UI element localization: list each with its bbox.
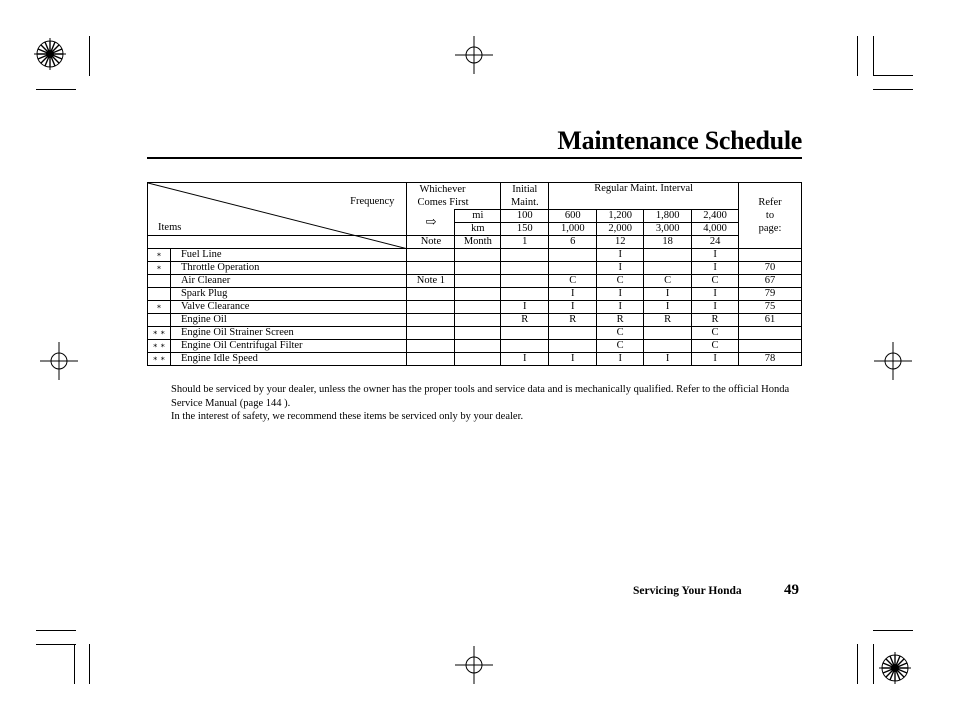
mi-value: 600 xyxy=(549,210,597,223)
row-interval-value xyxy=(501,288,549,301)
table-row xyxy=(148,353,802,366)
row-item: Throttle Operation xyxy=(170,262,406,275)
row-mark: ∗ xyxy=(148,262,171,275)
row-item: Engine Oil Strainer Screen xyxy=(170,327,406,340)
row-interval-value xyxy=(644,262,692,275)
registration-sunburst-icon xyxy=(879,652,911,684)
row-interval-value xyxy=(644,340,692,353)
row-interval-value: C xyxy=(692,275,739,288)
row-interval-value xyxy=(549,249,597,262)
section-name: Servicing Your Honda xyxy=(633,585,742,597)
row-interval-value xyxy=(549,327,597,340)
row-mark: ∗ xyxy=(148,301,171,314)
table-row xyxy=(148,249,802,262)
row-item: Engine Idle Speed xyxy=(170,353,406,366)
row-month xyxy=(455,353,501,366)
month-value: 6 xyxy=(549,236,597,249)
km-value: 1,000 xyxy=(549,223,597,236)
row-interval-value xyxy=(644,327,692,340)
row-interval-value: C xyxy=(692,340,739,353)
registration-crosshair-icon xyxy=(40,342,78,380)
note-label: Note xyxy=(407,236,455,249)
month-value: 24 xyxy=(692,236,739,249)
row-interval-value: C xyxy=(549,275,597,288)
row-interval-value: I xyxy=(597,249,644,262)
km-value: 4,000 xyxy=(692,223,739,236)
row-note xyxy=(407,340,455,353)
row-mark xyxy=(148,314,171,327)
initial-maint-header: Initial Maint. xyxy=(501,183,549,210)
row-interval-value: I xyxy=(692,262,739,275)
row-reference-page xyxy=(739,340,802,353)
table-row xyxy=(148,314,802,327)
row-reference-page: 67 xyxy=(739,275,802,288)
row-note xyxy=(407,262,455,275)
km-label: km xyxy=(455,223,501,236)
footnote-dealer-service: Should be serviced by your dealer, unless the owner has the proper tools and service data and is mechanically qualified. Refer to the official Honda Service Manual (page 144 ). xyxy=(171,384,790,409)
row-month xyxy=(455,327,501,340)
row-mark: ∗ ∗ xyxy=(148,340,171,353)
table-row xyxy=(148,262,802,275)
row-note xyxy=(407,249,455,262)
row-interval-value: C xyxy=(692,327,739,340)
row-interval-value: I xyxy=(692,288,739,301)
frequency-label: Frequency xyxy=(350,196,395,207)
row-reference-page xyxy=(739,327,802,340)
row-interval-value xyxy=(501,275,549,288)
row-interval-value: I xyxy=(501,353,549,366)
footnote-safety: In the interest of safety, we recommend these items be serviced only by your dealer. xyxy=(171,411,524,422)
row-interval-value: R xyxy=(692,314,739,327)
month-value: 12 xyxy=(597,236,644,249)
row-interval-value: R xyxy=(549,314,597,327)
row-interval-value: I xyxy=(597,288,644,301)
km-value: 2,000 xyxy=(597,223,644,236)
schedule-rows xyxy=(148,249,802,366)
row-interval-value xyxy=(501,327,549,340)
row-item: Engine Oil xyxy=(170,314,406,327)
row-mark: ∗ xyxy=(148,249,171,262)
row-mark xyxy=(148,275,171,288)
diagonal-divider xyxy=(148,183,408,249)
row-interval-value: I xyxy=(549,301,597,314)
mi-label: mi xyxy=(455,210,501,223)
refer-to-page-header: Refer to page: xyxy=(739,183,802,249)
row-month xyxy=(455,301,501,314)
row-interval-value: I xyxy=(549,288,597,301)
footnotes xyxy=(171,383,803,424)
row-interval-value xyxy=(501,249,549,262)
row-item: Air Cleaner xyxy=(170,275,406,288)
row-interval-value: C xyxy=(597,275,644,288)
row-interval-value: R xyxy=(644,314,692,327)
row-month xyxy=(455,275,501,288)
page-number: 49 xyxy=(784,582,799,598)
row-mark: ∗ ∗ xyxy=(148,353,171,366)
registration-crosshair-icon xyxy=(874,342,912,380)
row-interval-value: I xyxy=(501,301,549,314)
mi-value: 1,800 xyxy=(644,210,692,223)
km-value: 150 xyxy=(501,223,549,236)
row-note: Note 1 xyxy=(407,275,455,288)
row-interval-value xyxy=(549,340,597,353)
row-note xyxy=(407,288,455,301)
arrow-icon: ⇨ xyxy=(407,210,455,236)
km-value: 3,000 xyxy=(644,223,692,236)
mi-value: 100 xyxy=(501,210,549,223)
month-label: Month xyxy=(455,236,501,249)
page-title: Maintenance Schedule xyxy=(557,126,802,155)
maintenance-schedule-table xyxy=(147,182,802,366)
month-value: 18 xyxy=(644,236,692,249)
table-row xyxy=(148,340,802,353)
header-corner-cell xyxy=(148,183,407,236)
registration-sunburst-icon xyxy=(34,38,66,70)
row-interval-value: C xyxy=(644,275,692,288)
row-interval-value xyxy=(501,340,549,353)
regular-interval-header: Regular Maint. Interval xyxy=(549,183,739,210)
mi-value: 2,400 xyxy=(692,210,739,223)
row-mark: ∗ ∗ xyxy=(148,327,171,340)
row-interval-value: I xyxy=(692,353,739,366)
month-value: 1 xyxy=(501,236,549,249)
row-month xyxy=(455,262,501,275)
row-interval-value: I xyxy=(692,301,739,314)
row-note xyxy=(407,314,455,327)
row-interval-value: C xyxy=(597,340,644,353)
table-row xyxy=(148,301,802,314)
title-divider xyxy=(147,157,802,159)
row-interval-value: I xyxy=(597,353,644,366)
items-label: Items xyxy=(158,222,182,233)
row-note xyxy=(407,353,455,366)
row-note xyxy=(407,301,455,314)
row-reference-page: 79 xyxy=(739,288,802,301)
row-reference-page: 78 xyxy=(739,353,802,366)
row-item: Valve Clearance xyxy=(170,301,406,314)
row-note xyxy=(407,327,455,340)
registration-crosshair-icon xyxy=(455,646,493,684)
row-month xyxy=(455,249,501,262)
row-item: Engine Oil Centrifugal Filter xyxy=(170,340,406,353)
row-reference-page: 75 xyxy=(739,301,802,314)
row-interval-value: I xyxy=(597,301,644,314)
row-interval-value: I xyxy=(692,249,739,262)
table-row xyxy=(148,327,802,340)
row-item: Spark Plug xyxy=(170,288,406,301)
row-interval-value: I xyxy=(644,301,692,314)
table-row xyxy=(148,275,802,288)
row-interval-value xyxy=(549,262,597,275)
mi-value: 1,200 xyxy=(597,210,644,223)
table-row xyxy=(148,288,802,301)
row-interval-value xyxy=(644,249,692,262)
row-interval-value: I xyxy=(644,288,692,301)
row-interval-value: I xyxy=(644,353,692,366)
row-interval-value xyxy=(501,262,549,275)
row-interval-value: I xyxy=(549,353,597,366)
row-interval-value: R xyxy=(597,314,644,327)
row-month xyxy=(455,314,501,327)
row-reference-page: 70 xyxy=(739,262,802,275)
row-reference-page xyxy=(739,249,802,262)
row-mark xyxy=(148,288,171,301)
row-interval-value: C xyxy=(597,327,644,340)
registration-crosshair-icon xyxy=(455,36,493,74)
row-reference-page: 61 xyxy=(739,314,802,327)
row-item: Fuel Line xyxy=(170,249,406,262)
row-month xyxy=(455,288,501,301)
whichever-header: Whichever Comes First xyxy=(407,183,501,210)
row-interval-value: I xyxy=(597,262,644,275)
row-month xyxy=(455,340,501,353)
row-interval-value: R xyxy=(501,314,549,327)
